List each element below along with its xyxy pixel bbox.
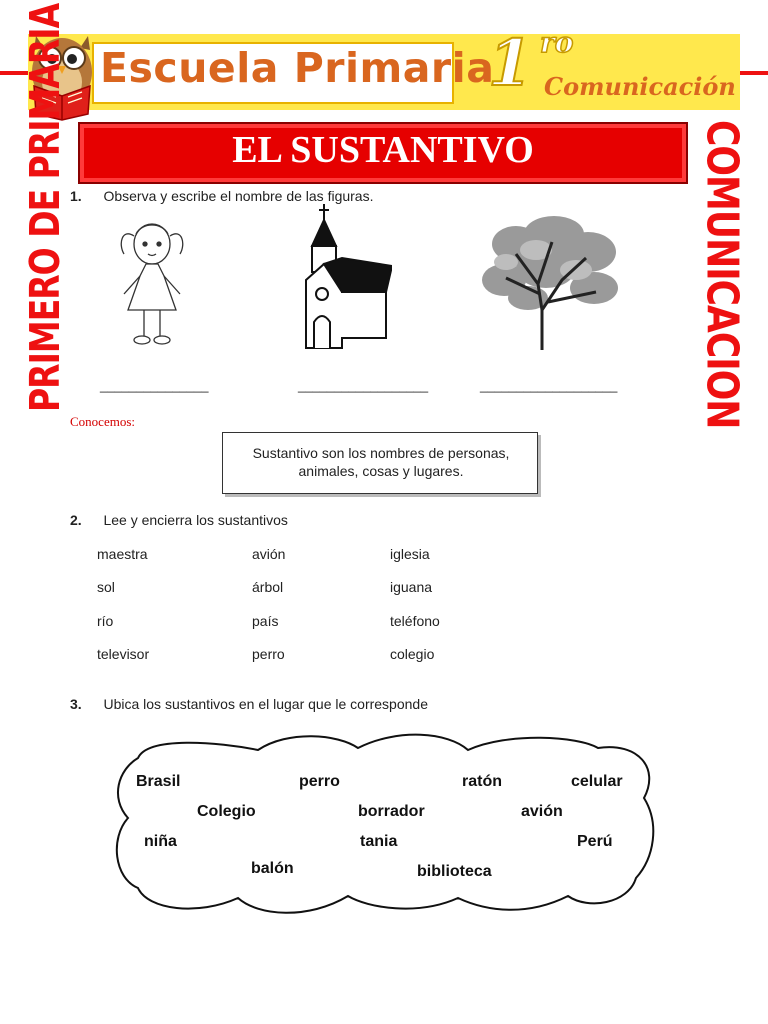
answer-blank-2: __________________ — [298, 378, 429, 393]
question-number: 2. — [70, 512, 82, 528]
cloud-word: tania — [360, 833, 398, 850]
word-item: perro — [252, 646, 285, 662]
grade-number: 1 — [488, 26, 533, 101]
word-item: árbol — [252, 579, 284, 595]
cloud-word: Colegio — [197, 803, 256, 820]
side-label-left: PRIMERO DE PRIMARIA — [20, 3, 69, 412]
page-title: EL SUSTANTIVO — [232, 129, 534, 171]
church-illustration — [296, 202, 392, 352]
word-item: río — [97, 613, 114, 629]
definition-text: Sustantivo son los nombres de personas, animales, cosas y lugares. — [252, 445, 510, 479]
word-item: sol — [97, 579, 115, 595]
cloud-word: Brasil — [136, 773, 181, 790]
answer-blank-1: _______________ — [100, 378, 209, 393]
girl-illustration — [112, 214, 192, 350]
cloud-word: ratón — [462, 773, 502, 790]
cloud-word: avión — [521, 803, 563, 820]
tree-illustration — [476, 214, 622, 352]
cloud-word: niña — [144, 833, 177, 850]
word-item: iglesia — [390, 546, 430, 562]
school-title: Escuela Primaria — [100, 44, 495, 92]
word-item: colegio — [390, 646, 435, 662]
subject-label: Comunicación — [544, 72, 736, 101]
cloud-word: biblioteca — [417, 863, 492, 880]
cloud-word: perro — [299, 773, 340, 790]
header-red-line-right — [738, 71, 768, 75]
question-text: Observa y escribe el nombre de las figuras. — [103, 188, 374, 204]
word-cloud-shape — [108, 728, 660, 920]
side-label-right: COMUNICACION — [696, 120, 746, 429]
cloud-word: borrador — [358, 803, 425, 820]
cloud-word: celular — [571, 773, 623, 790]
grade-suffix: ro — [540, 26, 574, 59]
question-text: Ubica los sustantivos en el lugar que le corresponde — [103, 696, 428, 712]
question-number: 3. — [70, 696, 82, 712]
question-2 — [70, 512, 288, 528]
question-number: 1. — [70, 188, 82, 204]
cloud-word: Perú — [577, 833, 613, 850]
conocemos-label: Conocemos: — [70, 414, 135, 429]
word-item: avión — [252, 546, 286, 562]
cloud-word: balón — [251, 860, 294, 877]
word-item: país — [252, 613, 279, 629]
question-3 — [70, 696, 428, 712]
word-item: iguana — [390, 579, 433, 595]
word-item: teléfono — [390, 613, 440, 629]
word-item: maestra — [97, 546, 148, 562]
answer-blank-3: ___________________ — [480, 378, 618, 393]
question-text: Lee y encierra los sustantivos — [103, 512, 288, 528]
word-item: televisor — [97, 646, 150, 662]
